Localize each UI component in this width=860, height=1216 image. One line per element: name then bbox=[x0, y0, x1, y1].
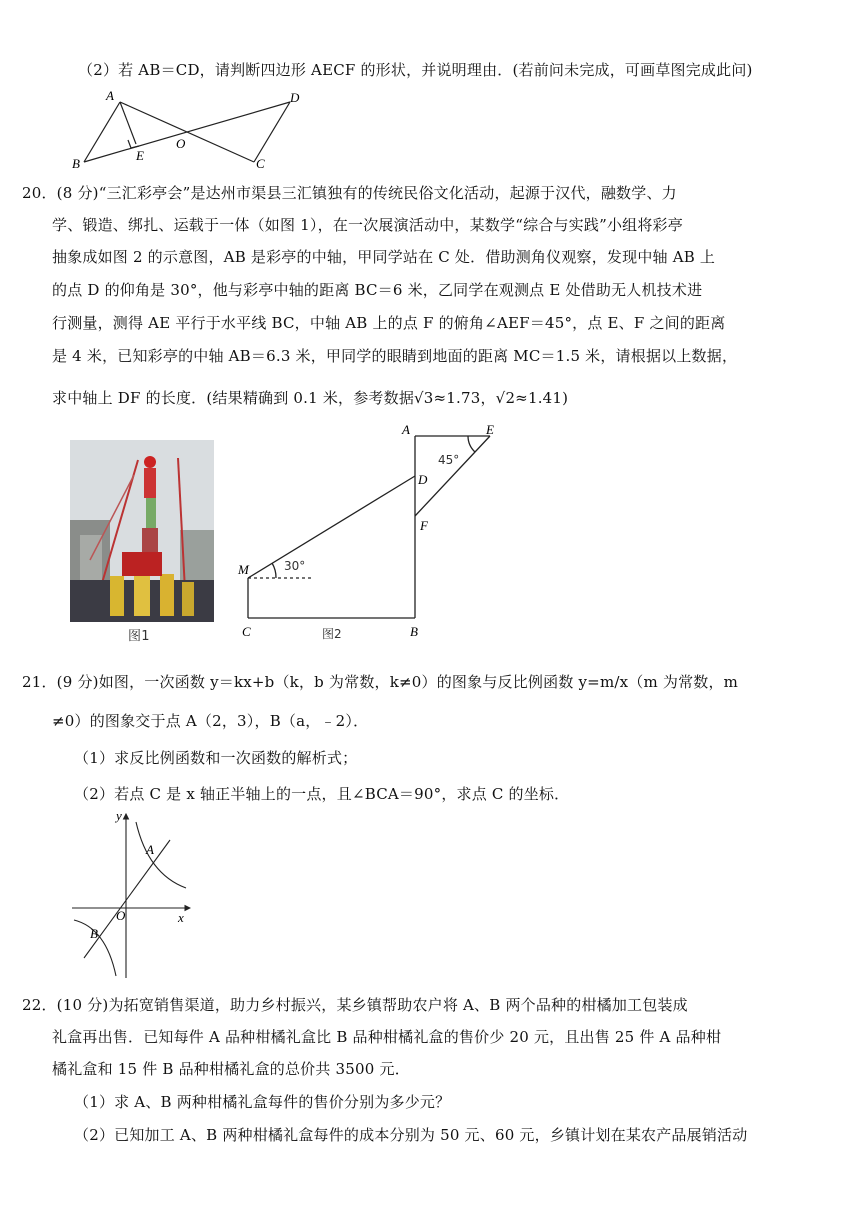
q20-line-7: 求中轴上 DF 的长度．(结果精确到 0.1 米，参考数据√3≈1.73，√2≈1.41) bbox=[52, 389, 569, 407]
label-D: D bbox=[418, 472, 428, 487]
right-angle-mark bbox=[128, 140, 139, 148]
q20-line-5: 行测量，测得 AE 平行于水平线 BC，中轴 AB 上的点 F 的俯角∠AEF＝45°，点 E、F 之间的距离 bbox=[52, 314, 726, 332]
label-y: y bbox=[116, 808, 122, 823]
label-F: F bbox=[420, 518, 428, 533]
q21-coordinate-figure bbox=[66, 808, 196, 980]
q20-line-2: 学、锻造、绑扎、运载于一体（如图 1），在一次展演活动中，某数学“综合与实践”小组将彩亭 bbox=[52, 216, 683, 234]
q20-photo-figure1 bbox=[70, 440, 214, 622]
label-M: M bbox=[238, 562, 249, 577]
label-O: O bbox=[176, 136, 186, 151]
q19-part2-text: （2）若 AB＝CD，请判断四边形 AECF 的形状，并说明理由．(若前问未完成，可画草图完成此问) bbox=[78, 61, 753, 79]
hyperbola-branch-1 bbox=[136, 822, 186, 888]
q20-figure2-caption: 图2 bbox=[322, 627, 342, 641]
seg-MD bbox=[248, 476, 415, 578]
q20-figure1-caption: 图1 bbox=[128, 629, 150, 644]
angle-30-label: 30° bbox=[284, 559, 306, 573]
label-A: A bbox=[146, 842, 154, 857]
label-O: O bbox=[116, 908, 126, 923]
q19-figure bbox=[64, 88, 324, 170]
label-A: A bbox=[402, 422, 410, 437]
q20-line-1: 20．(8 分)“三汇彩亭会”是达州市渠县三汇镇独有的传统民俗文化活动，起源于汉代，融数学、力 bbox=[22, 184, 677, 202]
q22-line-2: 礼盒再出售．已知每件 A 品种柑橘礼盒比 B 品种柑橘礼盒的售价少 20 元，且出售 25 件 A 品种柑 bbox=[52, 1028, 722, 1046]
label-C: C bbox=[256, 156, 265, 170]
label-E: E bbox=[136, 148, 144, 163]
q22-line-3: 橘礼盒和 15 件 B 品种柑橘礼盒的总价共 3500 元． bbox=[52, 1060, 410, 1078]
angle-arc-30 bbox=[272, 563, 276, 578]
angle-arc-45 bbox=[468, 436, 475, 452]
q21-line-4: （2）若点 C 是 x 轴正半轴上的一点，且∠BCA＝90°，求点 C 的坐标． bbox=[74, 785, 570, 803]
label-D: D bbox=[290, 90, 300, 105]
q20-line-3: 抽象成如图 2 的示意图，AB 是彩亭的中轴，甲同学站在 C 处．借助测角仪观察，发现中轴 AB 上 bbox=[52, 248, 716, 266]
label-B: B bbox=[410, 624, 418, 639]
label-C: C bbox=[242, 624, 251, 639]
q22-line-1: 22．(10 分)为拓宽销售渠道，助力乡村振兴，某乡镇帮助农户将 A、B 两个品种的柑橘加工包装成 bbox=[22, 996, 688, 1014]
q22-line-5: （2）已知加工 A、B 两种柑橘礼盒每件的成本分别为 50 元、60 元，乡镇计划在某农产品展销活动 bbox=[74, 1126, 748, 1144]
q21-line-2: ≠0）的图象交于点 A（2，3），B（a，﹣2）． bbox=[52, 712, 369, 730]
angle-45-label: 45° bbox=[438, 453, 460, 467]
label-B: B bbox=[72, 156, 80, 170]
label-A: A bbox=[106, 88, 114, 103]
q20-figure2 bbox=[232, 420, 512, 646]
q20-line-6: 是 4 米，已知彩亭的中轴 AB＝6.3 米，甲同学的眼睛到地面的距离 MC＝1.5 米，请根据以上数据， bbox=[52, 347, 738, 365]
label-B: B bbox=[90, 926, 98, 941]
label-E: E bbox=[486, 422, 494, 437]
q20-line-4: 的点 D 的仰角是 30°，他与彩亭中轴的距离 BC＝6 米，乙同学在观测点 E 处借助无人机技术进 bbox=[52, 281, 703, 299]
q22-line-4: （1）求 A、B 两种柑橘礼盒每件的售价分别为多少元？ bbox=[74, 1093, 451, 1111]
label-x: x bbox=[178, 910, 184, 925]
q21-line-3: （1）求反比例函数和一次函数的解析式； bbox=[74, 749, 358, 767]
q21-line-1: 21．(9 分)如图，一次函数 y＝kx+b（k，b 为常数，k≠0）的图象与反比例函数 y=m/x（m 为常数，m bbox=[22, 673, 739, 691]
